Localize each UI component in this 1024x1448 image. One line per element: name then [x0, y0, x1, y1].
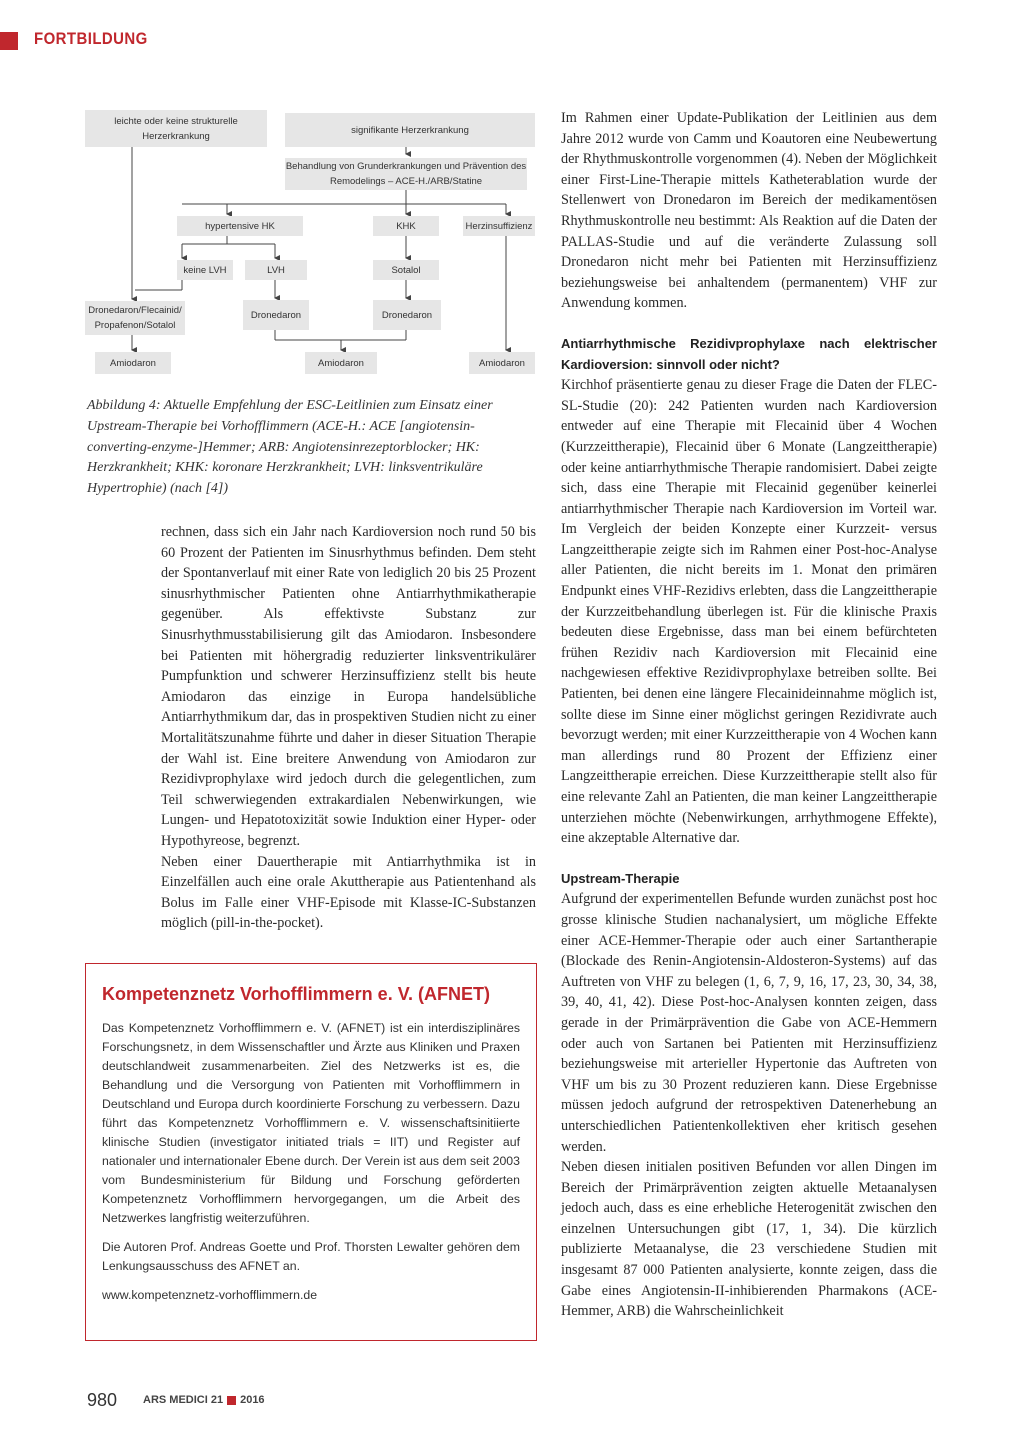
section-heading: Upstream-Therapie — [561, 870, 680, 886]
box-no-structural-disease: leichte oder keine strukturelle Herzerkrankung — [85, 110, 267, 147]
journal-name: ARS MEDICI 21 — [143, 1394, 224, 1406]
footer-marker — [227, 1396, 236, 1405]
box-khk: KHK — [373, 216, 439, 236]
box-amiodaron-middle: Amiodaron — [305, 352, 377, 374]
paragraph: Aufgrund der experimentellen Befunde wurden zunächst post hoc grosse klinische Studien nachanalysiert, um mögliche Effekte einer ACE-Hemmer-Therapie oder auch einer Sartantherapie (Blockade des Renin-Angiotensin-Aldosteron-Systems) auf das Auftreten von VHF zu belegen (1, 6, 7, 9, 16, 17, 23, 30, 34, 38, 39, 40, 41, 42). Diese Post-hoc-Analysen konnten zeigen, dass gerade in der Primärprävention die Gabe von ACE-Hemmern oder auch von Sartanen bei Patienten mit Herzinsuffizienz beziehungsweise mit arterieller Hypertonie das Auftreten von VHF um bis zu 30 Prozent reduzieren kann. Diese Ergebnisse müssen jedoch aufgrund der retrospektiven Datenerhebung an unterschiedlichen Patientenkollektiven eher kritisch gesehen werden. — [561, 891, 937, 1155]
box-drone-flec: Dronedaron/Flecainid/ Propafenon/Sotalol — [85, 301, 185, 335]
section-heading: Antiarrhythmische Rezidivprophylaxe nach elektrischer Kardioversion: sinnvoll oder nicht? — [561, 335, 937, 372]
afnet-website-link[interactable]: www.kompetenznetz-vorhofflimmern.de — [102, 1288, 318, 1302]
paragraph: Kirchhof präsentierte genau zu dieser Frage die Daten der FLEC-SL-Studie (20): 242 Patienten wurden nach Kardioversion entweder auf eine Therapie mit Flecainid über 4 Wochen (Kurzzeittherapie), Flecainid über 6 Monate (Langzeittherapie) oder keine antiarrhythmische Therapie randomisiert. Dabei zeigte sich, dass eine Therapie mit Flecainid gegenüber keinerlei antiarrhythmischer Therapie nach Kardioversion im Vorteil war. Im Vergleich der beiden Konzepte einer Kurzzeit- versus Langzeittherapie zeigte sich im Rahmen einer Post-hoc-Analyse aller Patienten, die nicht bereits im 1. Monat den primären Endpunkt eines VHF-Rezidivs erlebten, dass die Langzeittherapie der Kurzzeitbehandlung überlegen ist. Für die klinische Praxis bedeuten diese Ergebnisse, dass man bei einem befürchteten frühen Rezidiv nach Kardioversion mit Flecainid eine nachgewiesen effektive Rezidivprophylaxe betreiben sollte. Bei Patienten, bei denen eine längere Flecainideinnahme möglich ist, sollte diese im Sinne einer möglichst geringen Rezidivrate auch bevorzugt werden; mit einer Kurzzeittherapie von 4 Wochen kann man allerdings rund 80 Prozent der Effizienz einer Langzeittherapie erreichen. Diese Kurzzeittherapie stellt also für eine relevante Zahl an Patienten, die man keiner Langzeittherapie unterziehen möchte (Nebenwirkungen, arrhythmogene Effekte), eine akzeptable Alternative dar. — [561, 377, 937, 847]
paragraph: rechnen, dass sich ein Jahr nach Kardioversion noch rund 50 bis 60 Prozent der Patienten im Sinusrhythmus befinden. Dem steht der Spontanverlauf mit einer Rate von lediglich 20 bis 25 Prozent sinusrhythmischer Patienten ohne Antiarrhythmikatherapie gegenüber. Als effektivste Substanz zur Sinusrhythmusstabilisierung gilt das Amiodaron. Insbesondere bei Patienten mit höhergradig reduzierter linksventrikulärer Pumpfunktion und schwerer Herzinsuffizienz stellt bis heute Amiodaron das einzige in Europa handelsübliche Antiarrhythmikum dar, das in prospektiven Studien nicht zu einer Mortalitätszunahme führte und daher in dieser Situation Therapie der Wahl ist. Eine breitere Anwendung von Amiodaron zur Rezidivprophylaxe wird jedoch durch die gelegentlichen, zum Teil schwerwiegenden extrakardialen Nebenwirkungen, wie Lungen- und Hepatotoxizität sowie Induktion einer Hyper- oder Hypothyreose, begrenzt. — [161, 524, 536, 849]
box-dronedaron-khk: Dronedaron — [373, 300, 441, 330]
afnet-info-box — [85, 963, 537, 1341]
afnet-box-title: Kompetenznetz Vorhofflimmern e. V. (AFNET) — [102, 984, 491, 1004]
figure-caption: Abbildung 4: Aktuelle Empfehlung der ESC-Leitlinien zum Einsatz einer Upstream-Therapie bei Vorhofflimmern (ACE-H.: ACE [angiotensin-converting-enzyme-]Hemmer; ARB: Angiotensinrezeptorblocker; HK: Herzkrankheit; KHK: koronare Herzkrankheit; LVH: linksventrikuläre Hypertrophie) (nach [4]) — [87, 398, 493, 497]
box-sotalol: Sotalol — [373, 260, 439, 280]
box-no-lvh: keine LVH — [177, 260, 233, 280]
box-dronedaron-lvh: Dronedaron — [243, 300, 309, 330]
left-column-text — [161, 522, 536, 934]
page-number: 980 — [87, 1390, 118, 1410]
box-amiodaron-left: Amiodaron — [95, 352, 171, 374]
paragraph: Das Kompetenznetz Vorhofflimmern e. V. (AFNET) ist ein interdisziplinäres Forschungsnetz, in dem Wissenschaftler und Ärzte aus Kliniken und Praxen deutschlandweit zusammenarbeiten. Ziel des Netzwerks ist es, die Behandlung und die Versorgung von Patienten mit Vorhofflimmern in Deutschland und Europa durch koordinierte Forschung zu verbessern. Dazu führt das Kompetenznetz Vorhofflimmern e. V. wissenschaftsinitiierte klinische Studien (investigator initiated trials = IIT) und Register auf nationaler und internationaler Ebene durch. Der Verein ist aus dem seit 2003 vom Bundesministerium für Bildung und Forschung geförderten Kompetenznetz Vorhofflimmern hervorgegangen, um die Arbeit des Netzwerkes langfristig weiterzuführen. — [102, 1021, 520, 1225]
box-treatment: Behandlung von Grunderkrankungen und Prävention des Remodelings – ACE-H./ARB/Statine — [285, 158, 527, 190]
paragraph: Neben diesen initialen positiven Befunden vor allen Dingen im Bereich der Primärprävention zeigten aktuelle Metaanalysen jedoch auch, dass es eine erhebliche Heterogenität zwischen den einzelnen Untersuchungen gibt (17, 1, 34). Die kürzlich publizierte Metaanalyse, die 23 verschiedene Studien mit insgesamt 87 000 Patienten analysierte, konnte zeigen, dass die Gabe eines Angiotensin-II-inhibierenden Pharmakons (ACE-Hemmer, ARB) die Wahrscheinlichkeit — [561, 1159, 937, 1320]
box-amiodaron-right: Amiodaron — [469, 352, 535, 374]
flowchart-connectors — [85, 110, 535, 380]
paragraph: Neben einer Dauertherapie mit Antiarrhythmika ist in Einzelfällen auch eine orale Akuttherapie aus Patientenhand als Bolus im Falle einer VHF-Episode mit Klasse-IC-Substanzen möglich (pill-in-the-pocket). — [161, 853, 536, 932]
box-lvh: LVH — [245, 260, 307, 280]
box-heart-failure: Herzinsuffizienz — [463, 216, 535, 236]
box-hypertensive: hypertensive HK — [177, 216, 303, 236]
flowchart — [85, 110, 535, 380]
right-column-text — [561, 108, 937, 1322]
paragraph: Im Rahmen einer Update-Publikation der Leitlinien aus dem Jahre 2012 wurde von Camm und Koautoren eine Neubewertung der Rhythmuskontrolle vorgenommen (4). Neben der Möglichkeit einer First-Line-Therapie mittels Katheterablation wurde der Stellenwert von Dronedaron im Bereich der medikamentösen Rhythmuskontrolle neu bestimmt: Als Reaktion auf die Daten der PALLAS-Studie und auf die veränderte Zulassung soll Dronedaron nicht mehr bei Patienten mit Herzinsuffizienz beziehungsweise bei anhaltendem (permanentem) VHF zur Anwendung kommen. — [561, 110, 937, 312]
section-marker — [0, 32, 18, 50]
paragraph: Die Autoren Prof. Andreas Goette und Prof. Thorsten Lewalter gehören dem Lenkungsausschuss des AFNET an. — [102, 1240, 520, 1273]
box-significant-disease: signifikante Herzerkrankung — [285, 113, 535, 147]
journal-info — [143, 1394, 265, 1406]
section-title: FORTBILDUNG — [34, 29, 148, 48]
journal-year: 2016 — [240, 1394, 265, 1406]
afnet-box-body — [102, 1019, 520, 1315]
